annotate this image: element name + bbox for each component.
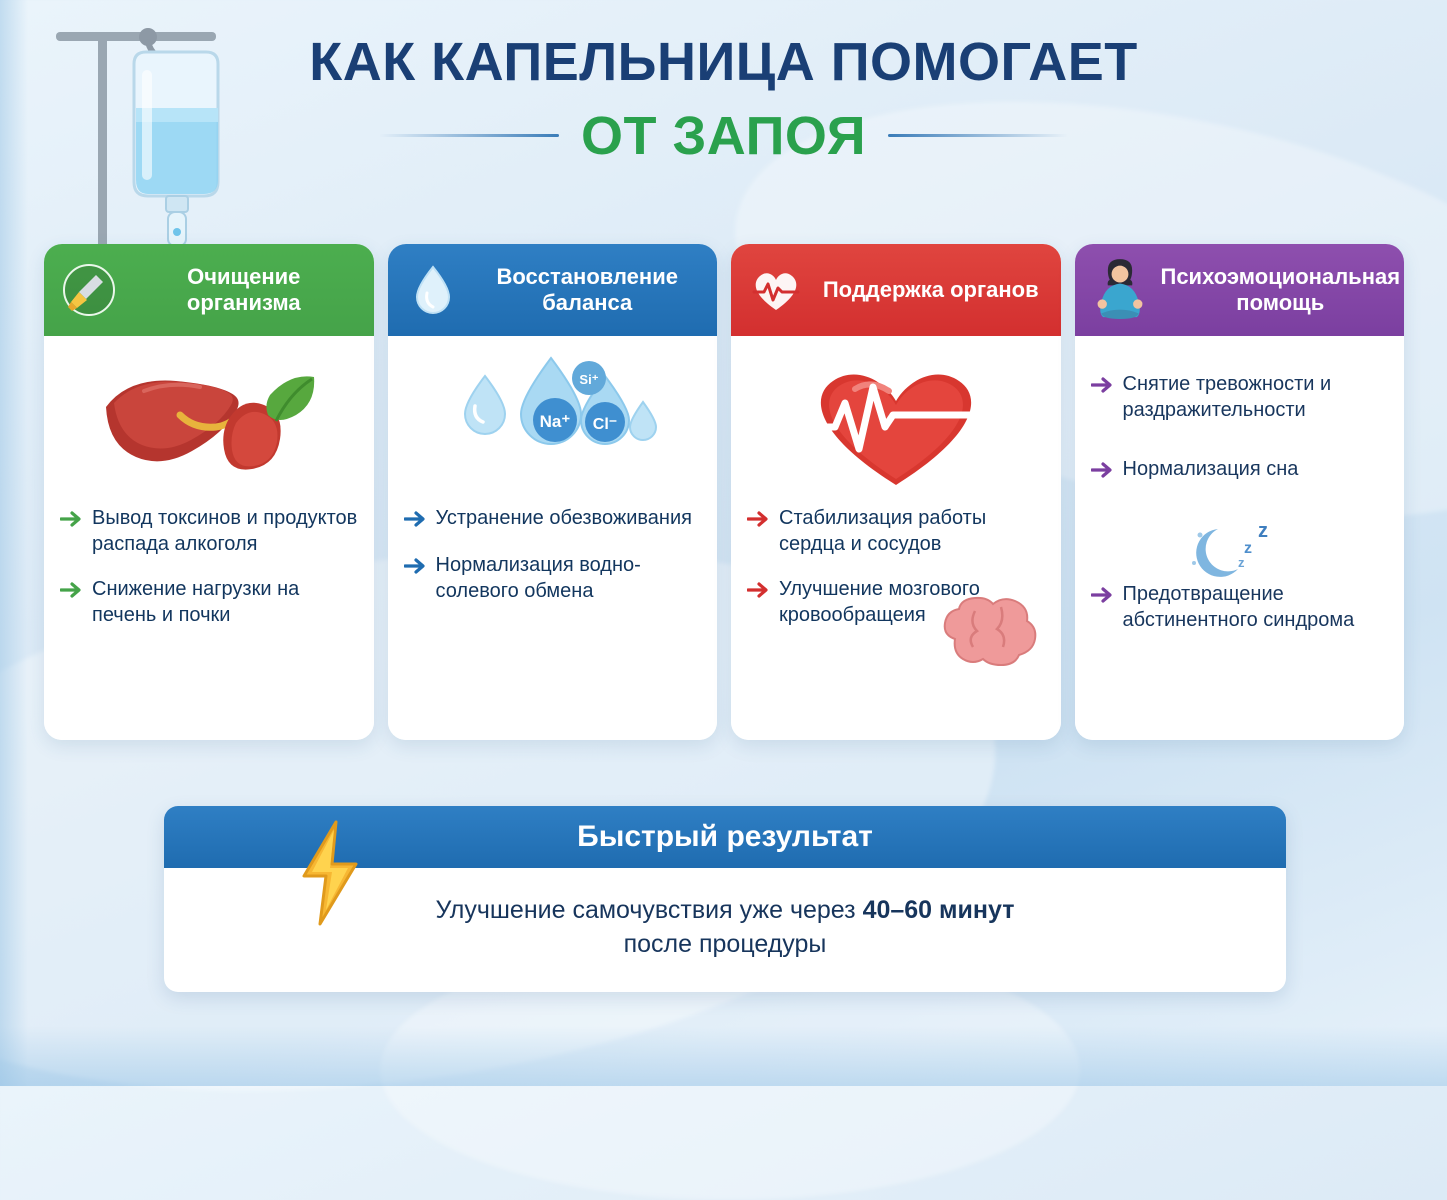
arrow-right-icon: [1091, 376, 1113, 399]
sleeping-moon-icon: [1091, 518, 1389, 582]
list-item-text: Нормализация сна: [1122, 458, 1299, 481]
fast-result-banner: [164, 806, 1286, 992]
brain-icon: [935, 593, 1051, 684]
liver-kidney-icon: [60, 350, 358, 500]
card-cleansing-header: [44, 244, 374, 336]
list-item-text: Нормализация водно-солевого обмена: [435, 554, 641, 602]
page-header: [0, 34, 1447, 167]
heart-ecg-icon: [747, 350, 1045, 500]
arrow-right-icon: [1091, 586, 1113, 609]
page-title-line1: КАК КАПЕЛЬНИЦА ПОМОГАЕТ: [309, 32, 1138, 92]
card-organs-title: Поддержка органов: [822, 276, 1039, 302]
list-item-text: Вывод токсинов и продуктов распада алкоголя: [92, 507, 358, 555]
svg-text:Na⁺: Na⁺: [539, 412, 571, 431]
card-balance: [388, 244, 718, 740]
list-item-text: Предотвращение абстинентного синдрома: [1122, 583, 1355, 631]
card-organs-body: [731, 336, 1061, 740]
list-item-text: Улучшение мозгового кровообращеия: [779, 578, 980, 626]
card-cleansing: [44, 244, 374, 740]
arrow-right-icon: [747, 581, 769, 604]
list-item: [1091, 582, 1389, 633]
card-cleansing-bullets: [60, 506, 358, 628]
svg-text:z: z: [1238, 555, 1245, 571]
meditating-woman-icon: [1091, 261, 1149, 319]
arrow-right-icon: [1091, 461, 1113, 484]
list-item: [747, 506, 1045, 557]
fast-result-second-line: после процедуры: [623, 929, 827, 958]
card-psychoemotional-bullets: [1091, 372, 1389, 633]
svg-text:Cl⁻: Cl⁻: [593, 416, 618, 433]
page-title-line2: ОТ ЗАПОЯ: [580, 105, 867, 166]
list-item-text: Стабилизация работы сердца и сосудов: [779, 507, 987, 555]
water-drop-icon: [404, 261, 462, 319]
benefit-cards-row: [44, 244, 1404, 740]
arrow-right-icon: [60, 581, 82, 604]
card-psychoemotional-body: [1075, 336, 1405, 740]
divider-left: [379, 134, 559, 137]
list-item: [404, 506, 702, 533]
fast-result-text-before: Улучшение самочувствия уже через: [435, 896, 863, 924]
list-item: [60, 577, 358, 628]
card-psychoemotional-header: [1075, 244, 1405, 336]
card-balance-bullets: [404, 506, 702, 604]
card-psychoemotional: [1075, 244, 1405, 740]
heart-pulse-icon: [747, 261, 805, 319]
arrow-right-icon: [404, 510, 426, 533]
svg-text:z: z: [1244, 540, 1253, 558]
card-balance-title: Восстановление баланса: [496, 263, 678, 315]
list-item: [1091, 372, 1389, 423]
card-cleansing-title: Очищение организма: [186, 263, 301, 315]
electrolyte-drops-icon: [404, 350, 702, 500]
arrow-right-icon: [404, 557, 426, 580]
svg-text:z: z: [1258, 520, 1269, 543]
fast-result-highlight: 40–60 минут: [862, 896, 1015, 924]
arrow-right-icon: [60, 510, 82, 533]
list-item: [60, 506, 358, 557]
divider-right: [888, 134, 1068, 137]
card-organs: [731, 244, 1061, 740]
background-edge-bottom: [0, 1026, 1447, 1086]
card-organs-header: [731, 244, 1061, 336]
list-item: [1091, 457, 1389, 484]
card-balance-header: [388, 244, 718, 336]
list-item-text: Снятие тревожности и раздражительности: [1122, 373, 1332, 421]
list-item-text: Снижение нагрузки на печень и почки: [92, 578, 300, 626]
lightning-bolt-icon: [292, 818, 368, 928]
list-item: [404, 553, 702, 604]
card-balance-body: [388, 336, 718, 740]
list-item-text: Устранение обезвоживания: [435, 507, 692, 529]
fast-result-title: Быстрый результат: [164, 806, 1286, 868]
broom-cleaning-icon: [60, 261, 118, 319]
card-cleansing-body: [44, 336, 374, 740]
page-subtitle-row: [0, 105, 1447, 167]
arrow-right-icon: [747, 510, 769, 533]
card-psychoemotional-title: Психоэмоциональная помощь: [1160, 263, 1401, 315]
svg-text:Si⁺: Si⁺: [579, 372, 599, 387]
